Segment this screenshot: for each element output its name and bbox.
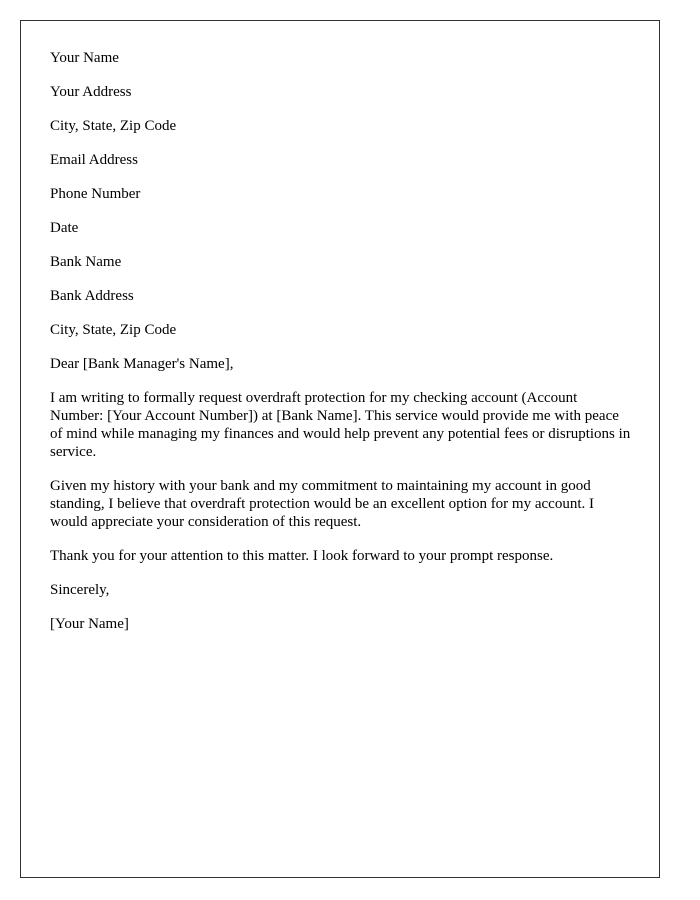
body-paragraph-1: I am writing to formally request overdraft protection for my checking account (Account Number: [Your Account Number]) at [Bank Name]. This service would provide me with peace of mind while managing my finances and would help prevent any potential fees or disruptions in service. [50, 390, 631, 460]
salutation: Dear [Bank Manager's Name], [50, 356, 234, 372]
recipient-bank-address: Bank Address [50, 288, 134, 304]
body-paragraph-3: Thank you for your attention to this matter. I look forward to your prompt response. [50, 548, 554, 564]
body-paragraph-2: Given my history with your bank and my commitment to maintaining my account in good standing, I believe that overdraft protection would be an excellent option for my account. I would appreciate your consideration of this request. [50, 478, 594, 530]
letter-page [20, 20, 660, 878]
closing: Sincerely, [50, 582, 110, 598]
sender-name: Your Name [50, 50, 119, 66]
sender-address: Your Address [50, 84, 132, 100]
recipient-bank-name: Bank Name [50, 254, 122, 270]
sender-city-state-zip: City, State, Zip Code [50, 118, 177, 134]
recipient-city-state-zip: City, State, Zip Code [50, 322, 177, 338]
letter-date: Date [50, 220, 79, 236]
sender-email: Email Address [50, 152, 138, 168]
letter-content [50, 49, 634, 649]
sender-phone: Phone Number [50, 186, 141, 202]
signature: [Your Name] [50, 616, 129, 632]
